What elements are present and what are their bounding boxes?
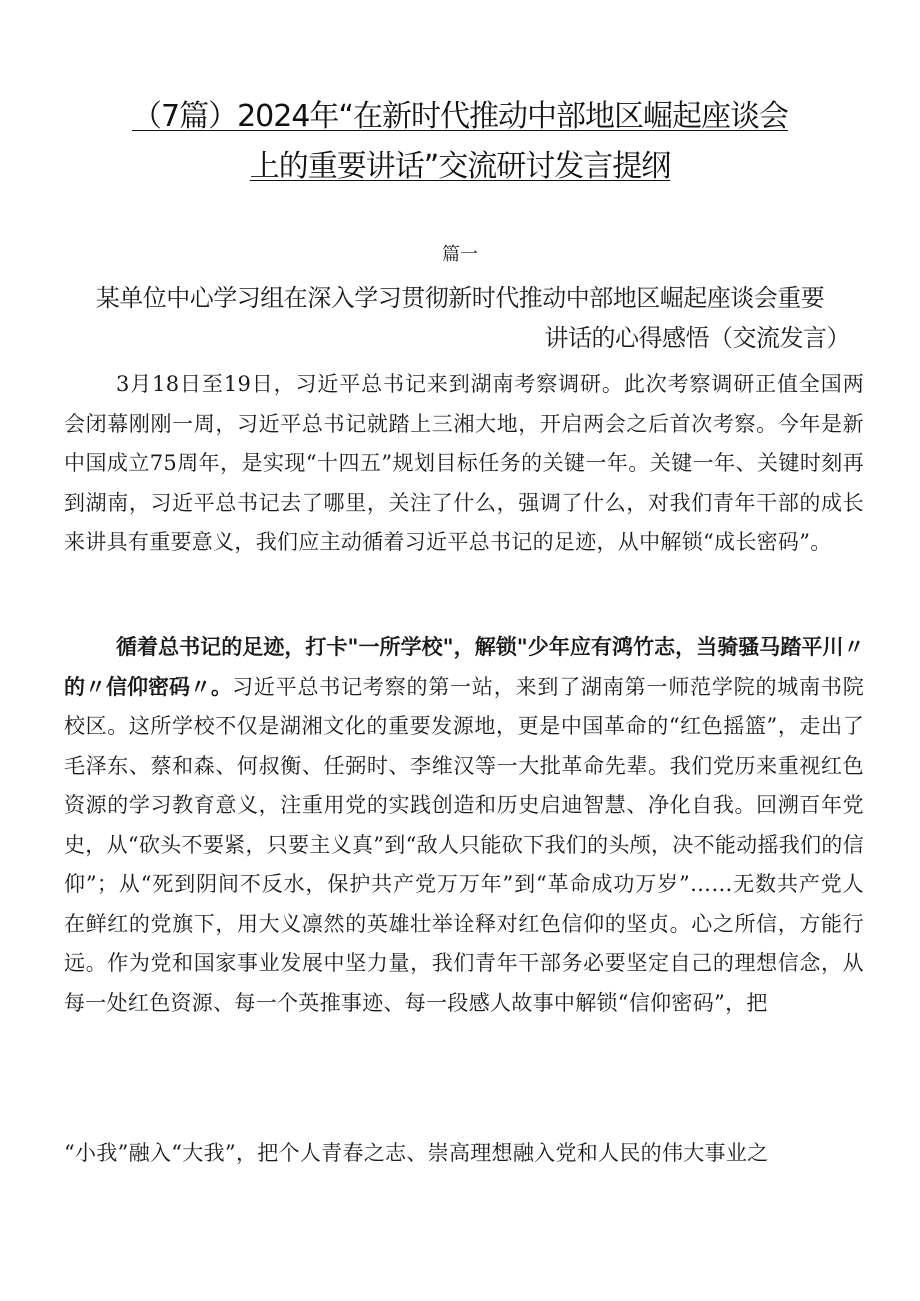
title-line-2: 上的重要讲话”交流研讨发言提纲 — [249, 149, 671, 184]
paragraph-3: “小我”融入“大我”，把个人青春之志、崇高理想融入党和人民的伟大事业之 — [64, 1141, 769, 1165]
document-title — [60, 92, 860, 192]
article-subtitle — [60, 278, 860, 358]
title-line-1: （7篇）2024年“在新时代推动中部地区崛起座谈会 — [132, 99, 788, 134]
paragraph-2-body: 习近平总书记考察的第一站，来到了湖南第一师范学院的城南书院校区。这所学校不仅是湖湘文化的重要发源地，更是中国革命的“红色摇篮”，走出了毛泽东、蔡和森、何叔衡、任弼时、李维汉等一大批革命先辈。我们党历来重视红色资源的学习教育意义，注重用党的实践创造和历史启迪智慧、净化自我。回溯百年党史，从“砍头不要紧，只要主义真”到“敌人只能砍下我们的头颅，决不能动摇我们的信仰”；从“死到阴间不反水，保护共产党万万年”到“革命成功万岁”……无数共产党人在鲜红的党旗下，用大义凛然的英雄壮举诠释对红色信仰的坚贞。心之所信，方能行远。作为党和国家事业发展中坚力量，我们青年干部务必要坚定自己的理想信念，从每一处红色资源、每一个英推事迹、每一段感人故事中解锁“信仰密码”，把 — [64, 674, 865, 1015]
subtitle-line-2: 讲话的心得感悟（交流发言） — [544, 324, 850, 352]
section-label: 篇一 — [442, 244, 478, 265]
paragraph-2-lead: 循着总书记的足迹，打卡"一所学校"，解锁"少年应有鸿竹志，当骑骚马踏平川〃的〃信仰密码〃。 — [64, 635, 864, 699]
paragraph-1: 3月18日至19日，习近平总书记来到湖南考察调研。此次考察调研正值全国两会闭幕刚刚一周，习近平总书记就踏上三湘大地，开启两会之后首次考察。今年是新中国成立75周年，是实现“十四五”规划目标任务的关键一年。关键一年、关键时刻再到湖南，习近平总书记去了哪里，关注了什么，强调了什么，对我们青年干部的成长来讲具有重要意义，我们应主动循着习近平总书记的足迹，从中解锁“成长密码”。 — [64, 372, 864, 554]
subtitle-line-1: 某单位中心学习组在深入学习贯彻新时代推动中部地区崛起座谈会重要 — [95, 284, 825, 312]
paragraph-2 — [64, 628, 864, 1023]
